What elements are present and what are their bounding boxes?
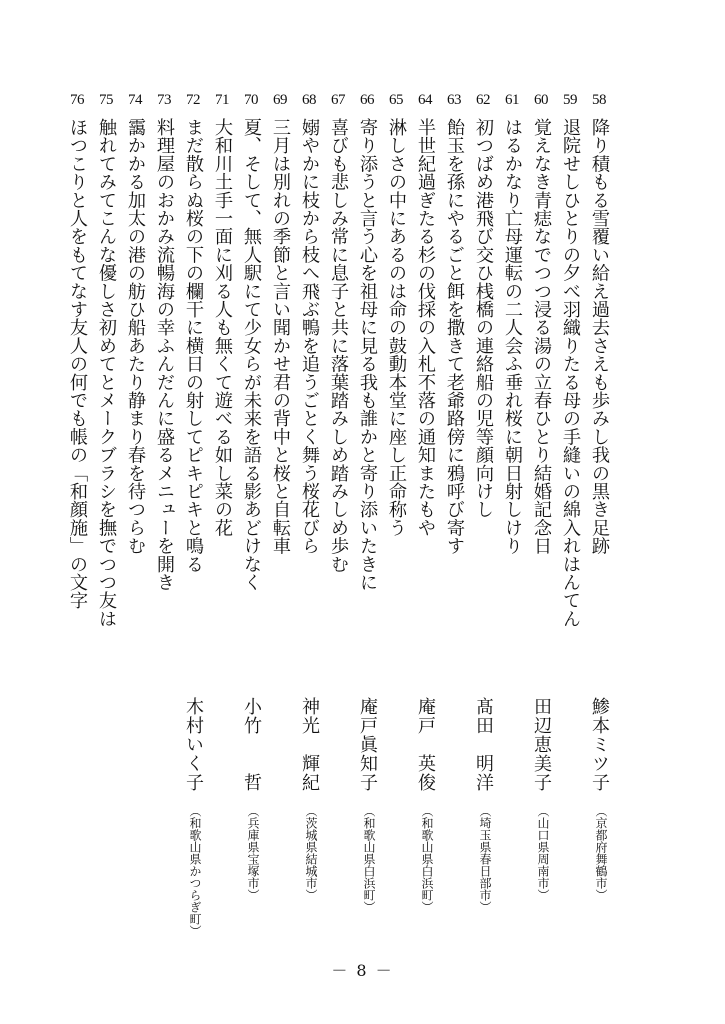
poem-column <box>236 0 266 1024</box>
poem-text: 料理屋のおかみ流暢海の幸ふんだんに盛るメニューを開き <box>154 118 175 592</box>
poem-column <box>352 0 382 1024</box>
poem-number: 69 <box>273 92 287 108</box>
poem-column <box>207 0 237 1024</box>
poet-region: （茨城県結城市） <box>304 805 318 901</box>
poem-text: はるかなり亡母運転の二人会ふ垂れ桜に朝日射しけり <box>502 118 523 555</box>
poem-text: 寄り添うと言う心を祖母に見る我も誰かと寄り添いたきに <box>357 118 378 592</box>
poem-column <box>120 0 150 1024</box>
poem-text: 初つばめ港飛び交ひ桟橋の連絡船の児等顔向けし <box>473 118 494 519</box>
poem-number: 60 <box>534 92 548 108</box>
poem-number: 62 <box>476 92 490 108</box>
poet-name: 小竹 哲 <box>241 697 262 792</box>
poem-text: 触れてみてこんな優しさ初めてとメークブラシを撫でつつ友は <box>96 118 117 628</box>
poet-name: 神光 輝紀 <box>299 697 320 792</box>
poem-number: 76 <box>70 92 84 108</box>
poet-name: 鯵本ミツ子 <box>589 697 610 792</box>
poem-number: 71 <box>215 92 229 108</box>
poem-column <box>410 0 440 1024</box>
poem-text: 喜びも悲しみ常に息子と共に落葉踏みしめ踏みしめ歩む <box>328 118 349 573</box>
poem-number: 67 <box>331 92 345 108</box>
poet-region: （和歌山県白浜町） <box>420 805 434 913</box>
poem-column <box>439 0 469 1024</box>
poem-column <box>381 0 411 1024</box>
poem-text: 降り積もる雪覆い給え過去さえも歩みし我の黒き足跡 <box>589 118 610 555</box>
poem-number: 63 <box>447 92 461 108</box>
poem-number: 70 <box>244 92 258 108</box>
poem-text: 大和川土手一面に刈る人も無くて遊べる如し菜の花 <box>212 118 233 537</box>
poem-text: 覚えなき青痣なでつつ浸る湯の立春ひとり結婚記念日 <box>531 118 552 555</box>
poet-region: （和歌山県白浜町） <box>362 805 376 913</box>
poem-text: ほつこりと人をもてなす友人の何でも帳の「和顔施」の文字 <box>67 118 88 610</box>
poem-column <box>497 0 527 1024</box>
poem-number: 72 <box>186 92 200 108</box>
poem-column <box>149 0 179 1024</box>
poem-text: 半世紀過ぎたる杉の伐採の入札不落の通知またもや <box>415 118 436 537</box>
poet-name: 庵戸眞知子 <box>357 697 378 792</box>
poem-column <box>323 0 353 1024</box>
poem-number: 58 <box>592 92 606 108</box>
poem-text: 淋しさの中にあるのは命の鼓動本堂に座し正命称う <box>386 118 407 537</box>
poem-number: 66 <box>360 92 374 108</box>
poem-column <box>526 0 556 1024</box>
poem-number: 74 <box>128 92 142 108</box>
poem-number: 61 <box>505 92 519 108</box>
poet-name: 髙田 明洋 <box>473 697 494 792</box>
poem-text: 退院せしひとりの夕べ羽織りたる母の手縫いの綿入れはんてん <box>560 118 581 628</box>
page-number: － 8 － <box>331 961 394 980</box>
poem-text: 飴玉を孫にやるごと餌を撒きて老爺路傍に鴉呼び寄す <box>444 118 465 555</box>
poem-column <box>62 0 92 1024</box>
poem-text: 夏、そして、無人駅にて少女らが未来を語る影あどけなく <box>241 118 262 592</box>
poem-text: まだ散らぬ桜の下の欄干に横日の射してピキピキと鳴る <box>183 118 204 573</box>
poet-region: （兵庫県宝塚市） <box>246 805 260 901</box>
poem-column <box>91 0 121 1024</box>
poem-text: 三月は別れの季節と言い聞かせ君の背中と桜と自転車 <box>270 118 291 555</box>
poem-column <box>178 0 208 1024</box>
poem-column <box>555 0 585 1024</box>
poem-number: 73 <box>157 92 171 108</box>
poet-name: 田辺恵美子 <box>531 697 552 792</box>
poet-region: （山口県周南市） <box>536 805 550 901</box>
poem-column <box>294 0 324 1024</box>
poem-text: 嫋やかに枝から枝へ飛ぶ鴨を追うごとく舞う桜花びら <box>299 118 320 555</box>
poem-number: 64 <box>418 92 432 108</box>
poet-name: 庵戸 英俊 <box>415 697 436 792</box>
poem-text: 靄かかる加太の港の舫ひ船あたり静まり春を待つらむ <box>125 118 146 555</box>
poem-number: 68 <box>302 92 316 108</box>
poet-region: （和歌山県かつらぎ町） <box>188 805 202 937</box>
poet-name: 木村いく子 <box>183 697 204 792</box>
poem-column <box>584 0 614 1024</box>
poem-column <box>468 0 498 1024</box>
poet-region: （埼玉県春日部市） <box>478 805 492 913</box>
poem-column <box>265 0 295 1024</box>
poem-number: 59 <box>563 92 577 108</box>
poem-number: 75 <box>99 92 113 108</box>
poet-region: （京都府舞鶴市） <box>594 805 608 901</box>
poem-number: 65 <box>389 92 403 108</box>
